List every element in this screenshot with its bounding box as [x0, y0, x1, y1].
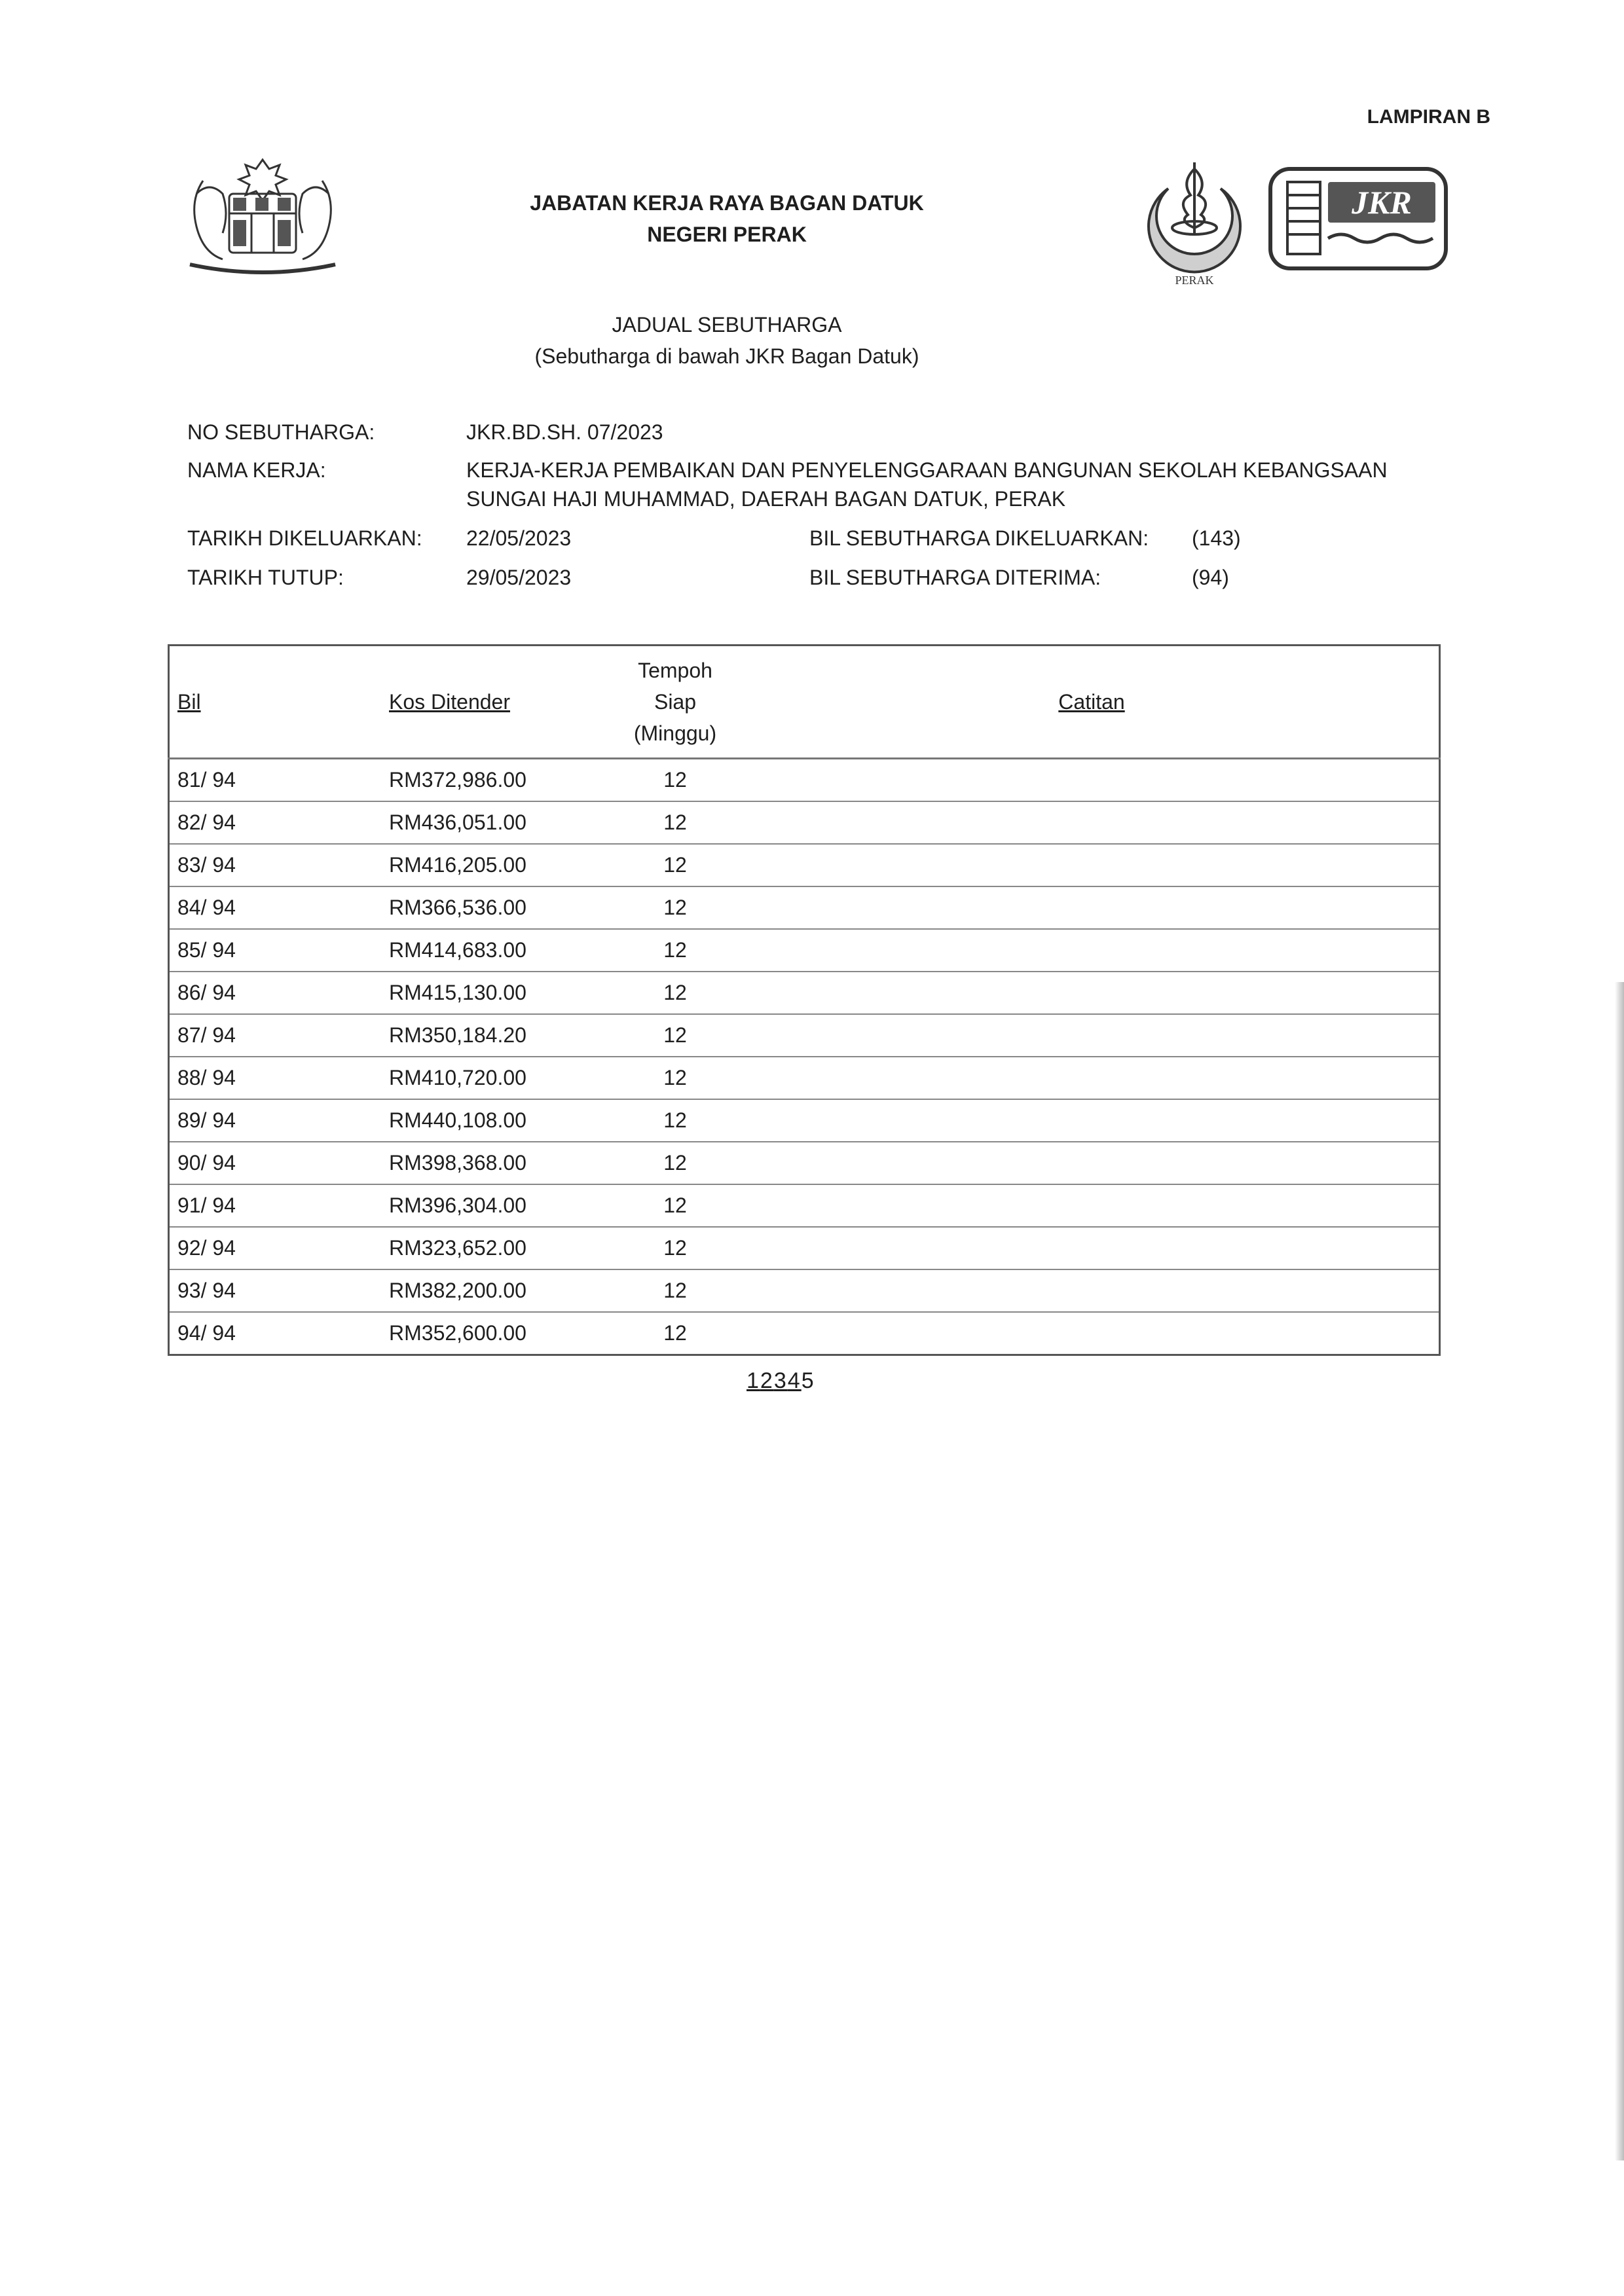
- row-catitan: [745, 929, 1440, 972]
- row-catitan: [745, 1014, 1440, 1057]
- row-catitan: [745, 1269, 1440, 1312]
- page-link-4[interactable]: 4: [787, 1368, 802, 1393]
- row-kos-ditender: RM440,108.00: [375, 1099, 606, 1142]
- row-kos-ditender: RM352,600.00: [375, 1312, 606, 1355]
- tarikh-tutup-label: TARIKH TUTUP:: [187, 566, 344, 589]
- row-kos-ditender: RM372,986.00: [375, 759, 606, 802]
- row-tempoh: 12: [606, 1227, 745, 1269]
- header-tempoh-siap: Tempoh Siap (Minggu): [606, 646, 745, 759]
- header-kos-ditender[interactable]: Kos Ditender: [375, 646, 606, 759]
- table-row: [169, 1099, 1440, 1142]
- tarikh-dikeluarkan-label: TARIKH DIKELUARKAN:: [187, 526, 422, 550]
- row-bil: 91/ 94: [169, 1184, 375, 1227]
- bil-dikeluarkan-label: BIL SEBUTHARGA DIKELUARKAN:: [809, 526, 1149, 550]
- row-bil: 86/ 94: [169, 972, 375, 1014]
- bil-diterima-value: (94): [1192, 566, 1229, 589]
- table-row: [169, 972, 1440, 1014]
- table-row: [169, 886, 1440, 929]
- header-bil[interactable]: Bil: [169, 646, 375, 759]
- row-tempoh: 12: [606, 1184, 745, 1227]
- header-title: [393, 187, 1061, 250]
- table-row: [169, 929, 1440, 972]
- table-row: [169, 1014, 1440, 1057]
- row-tempoh: 12: [606, 1014, 745, 1057]
- row-bil: 94/ 94: [169, 1312, 375, 1355]
- row-tempoh: 12: [606, 1099, 745, 1142]
- nama-kerja-value-line2: SUNGAI HAJI MUHAMMAD, DAERAH BAGAN DATUK, PERAK: [466, 487, 1066, 511]
- row-catitan: [745, 1099, 1440, 1142]
- row-bil: 88/ 94: [169, 1057, 375, 1099]
- row-catitan: [745, 972, 1440, 1014]
- no-sebutharga-label: NO SEBUTHARGA:: [187, 420, 375, 444]
- table-body: [169, 759, 1440, 1355]
- row-tempoh: 12: [606, 972, 745, 1014]
- header-catitan[interactable]: Catitan: [745, 646, 1440, 759]
- row-catitan: [745, 1312, 1440, 1355]
- row-bil: 82/ 94: [169, 801, 375, 844]
- row-bil: 89/ 94: [169, 1099, 375, 1142]
- scan-edge-shadow: [1615, 982, 1624, 2160]
- bil-diterima-label: BIL SEBUTHARGA DITERIMA:: [809, 566, 1101, 589]
- no-sebutharga-value: JKR.BD.SH. 07/2023: [466, 420, 663, 444]
- row-tempoh: 12: [606, 844, 745, 886]
- row-catitan: [745, 1227, 1440, 1269]
- row-catitan: [745, 801, 1440, 844]
- header-line1: JABATAN KERJA RAYA BAGAN DATUK: [530, 191, 924, 215]
- table-row: [169, 1142, 1440, 1184]
- row-catitan: [745, 1184, 1440, 1227]
- row-kos-ditender: RM410,720.00: [375, 1057, 606, 1099]
- sebutharga-table: [168, 644, 1441, 1356]
- tarikh-tutup-value: 29/05/2023: [466, 566, 572, 589]
- nama-kerja-value-line1: KERJA-KERJA PEMBAIKAN DAN PENYELENGGARAAN BANGUNAN SEKOLAH KEBANGSAAN: [466, 458, 1388, 482]
- table-row: [169, 1227, 1440, 1269]
- row-kos-ditender: RM414,683.00: [375, 929, 606, 972]
- tarikh-dikeluarkan-value: 22/05/2023: [466, 526, 572, 550]
- row-tempoh: 12: [606, 1269, 745, 1312]
- table-row: [169, 1312, 1440, 1355]
- bil-dikeluarkan-value: (143): [1192, 526, 1241, 550]
- header-line2: NEGERI PERAK: [647, 223, 807, 246]
- table-row: [169, 844, 1440, 886]
- page-link-1[interactable]: 1: [747, 1368, 760, 1393]
- malaysia-coat-of-arms-logo: [177, 155, 348, 279]
- perak-crest-logo: [1129, 149, 1260, 288]
- row-catitan: [745, 886, 1440, 929]
- row-bil: 85/ 94: [169, 929, 375, 972]
- row-kos-ditender: RM366,536.00: [375, 886, 606, 929]
- row-bil: 87/ 94: [169, 1014, 375, 1057]
- row-tempoh: 12: [606, 886, 745, 929]
- page-link-5: 5: [801, 1368, 815, 1393]
- row-kos-ditender: RM382,200.00: [375, 1269, 606, 1312]
- row-bil: 90/ 94: [169, 1142, 375, 1184]
- row-kos-ditender: RM396,304.00: [375, 1184, 606, 1227]
- row-kos-ditender: RM416,205.00: [375, 844, 606, 886]
- row-tempoh: 12: [606, 1057, 745, 1099]
- row-tempoh: 12: [606, 1312, 745, 1355]
- row-catitan: [745, 759, 1440, 802]
- table-header-row: [169, 646, 1440, 759]
- row-kos-ditender: RM436,051.00: [375, 801, 606, 844]
- row-bil: 93/ 94: [169, 1269, 375, 1312]
- table-row: [169, 1057, 1440, 1099]
- table-row: [169, 1269, 1440, 1312]
- row-kos-ditender: RM398,368.00: [375, 1142, 606, 1184]
- row-kos-ditender: RM415,130.00: [375, 972, 606, 1014]
- document-title: [393, 309, 1061, 372]
- row-kos-ditender: RM323,652.00: [375, 1227, 606, 1269]
- row-bil: 81/ 94: [169, 759, 375, 802]
- title-line1: JADUAL SEBUTHARGA: [612, 313, 842, 337]
- row-tempoh: 12: [606, 759, 745, 802]
- pagination: [747, 1368, 815, 1394]
- table-row: [169, 801, 1440, 844]
- row-kos-ditender: RM350,184.20: [375, 1014, 606, 1057]
- page-link-3[interactable]: 3: [773, 1368, 788, 1393]
- row-tempoh: 12: [606, 1142, 745, 1184]
- row-bil: 92/ 94: [169, 1227, 375, 1269]
- jkr-logo: [1268, 166, 1449, 271]
- row-catitan: [745, 844, 1440, 886]
- jkr-logo-text: JKR: [1352, 184, 1412, 221]
- nama-kerja-label: NAMA KERJA:: [187, 458, 326, 482]
- row-bil: 84/ 94: [169, 886, 375, 929]
- table-row: [169, 759, 1440, 802]
- row-catitan: [745, 1142, 1440, 1184]
- row-catitan: [745, 1057, 1440, 1099]
- row-tempoh: 12: [606, 929, 745, 972]
- row-bil: 83/ 94: [169, 844, 375, 886]
- title-line2: (Sebutharga di bawah JKR Bagan Datuk): [534, 344, 919, 368]
- page-link-2[interactable]: 2: [760, 1368, 774, 1393]
- row-tempoh: 12: [606, 801, 745, 844]
- perak-crest-text: PERAK: [1175, 274, 1214, 287]
- table-row: [169, 1184, 1440, 1227]
- lampiran-label: LAMPIRAN B: [1367, 106, 1490, 128]
